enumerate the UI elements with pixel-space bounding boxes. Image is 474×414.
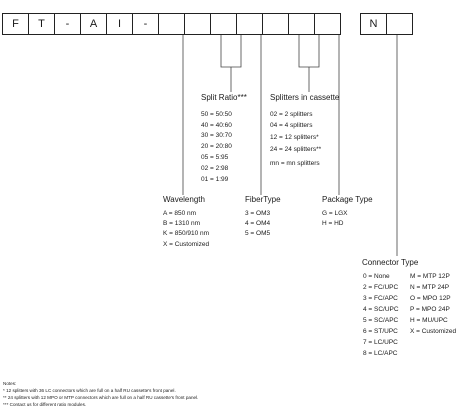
list-item: 6 = ST/UPC [363,328,398,335]
splitters-title: Splitters in cassette [270,93,340,102]
list-item: X = Customized [163,241,210,248]
list-item: 40 = 40:60 [201,122,232,129]
list-item: P = MPO 24P [410,306,450,313]
list-item: H = MU/UPC [410,317,448,324]
package-type-title: Package Type [322,195,373,204]
list-item: M = MTP 12P [410,273,450,280]
notes-title: Notes: [3,381,17,386]
connector-type-title: Connector Type [362,258,419,267]
code-box: - [54,13,81,35]
code-box: I [106,13,133,35]
note-line: ** 24 splitters with 12 MPO or MTP connectors which are full on a half RU cassette's front panel. [3,395,199,400]
list-item: 05 = 5:95 [201,154,229,161]
list-item: G = LGX [322,210,348,217]
code-box: - [132,13,159,35]
list-item: 2 = FC/UPC [363,284,399,291]
note-line: *** Contact us for different ratio modules. [3,402,87,407]
list-item: N = MTP 24P [410,284,450,291]
split-ratio-title: Split Ratio*** [201,93,247,102]
list-item: 02 = 2 splitters [270,111,313,118]
code-box: T [28,13,55,35]
list-item: B = 1310 nm [163,220,201,227]
list-item: 24 = 24 splitters** [270,146,322,153]
note-line: * 12 splitters with 36 LC connectors which are full on a half RU cassette's front panel. [3,388,176,393]
code-box: N [360,13,387,35]
list-item: 30 = 30:70 [201,132,232,139]
list-item: K = 850/910 nm [163,230,210,237]
list-item: 0 = None [363,273,390,280]
list-item: H = HD [322,220,344,227]
list-item: A = 850 nm [163,210,197,217]
code-box: A [80,13,107,35]
list-item: 02 = 2:98 [201,165,229,172]
list-item: 8 = LC/APC [363,350,398,357]
list-item: mn = mn splitters [270,160,320,167]
wavelength-title: Wavelength [163,195,205,204]
list-item: 04 = 4 splitters [270,122,313,129]
list-item: 5 = OM5 [245,230,271,237]
list-item: 5 = SC/APC [363,317,399,324]
list-item: 4 = SC/UPC [363,306,399,313]
list-item: 4 = OM4 [245,220,271,227]
list-item: 7 = LC/UPC [363,339,398,346]
list-item: 50 = 50:50 [201,111,232,118]
list-item: O = MPO 12P [410,295,451,302]
list-item: X = Customized [410,328,457,335]
list-item: 3 = FC/APC [363,295,398,302]
code-box: F [2,13,29,35]
fiber-type-title: FiberType [245,195,281,204]
list-item: 20 = 20:80 [201,143,232,150]
list-item: 12 = 12 splitters* [270,134,319,141]
list-item: 3 = OM3 [245,210,271,217]
list-item: 01 = 1:99 [201,176,229,183]
